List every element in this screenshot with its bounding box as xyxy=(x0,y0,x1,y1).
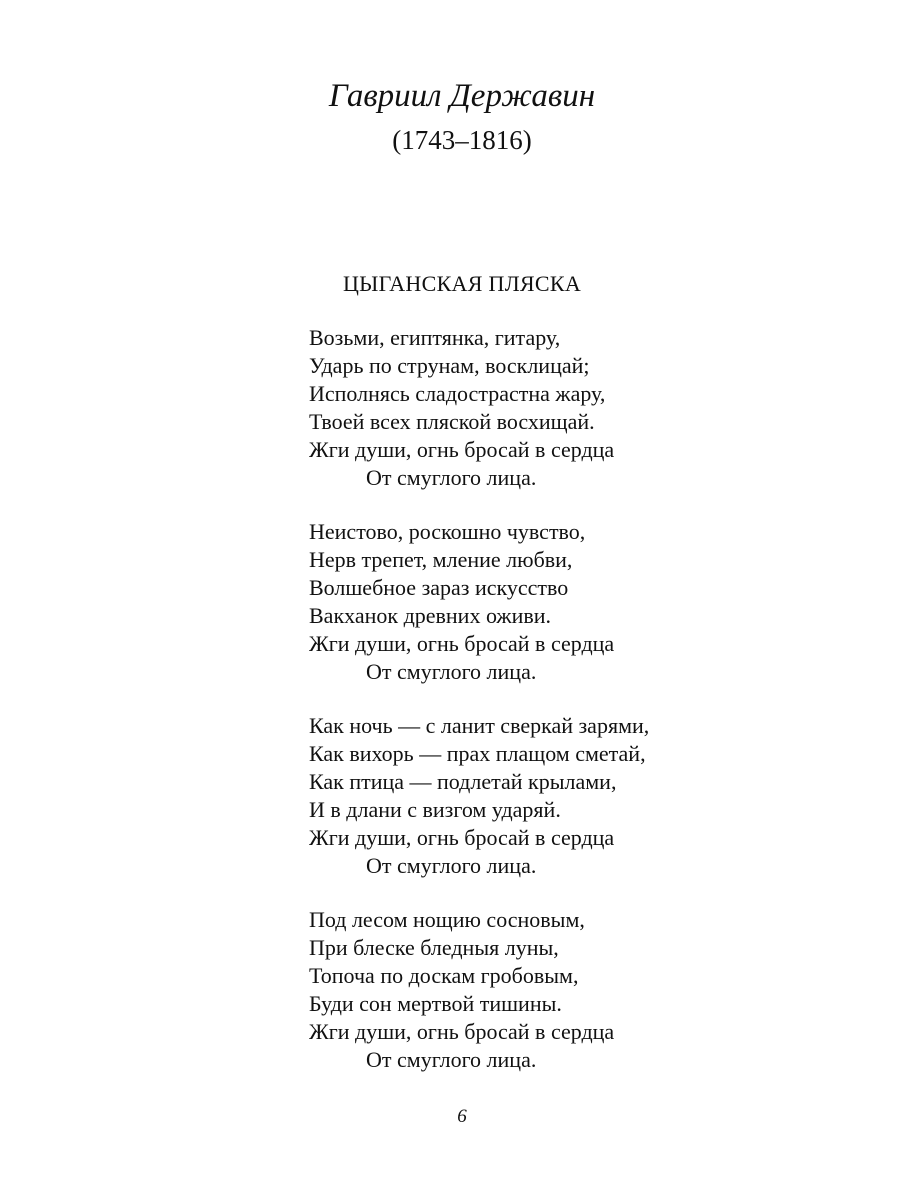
refrain-line: Жги души, огнь бросай в сердца xyxy=(309,437,615,462)
stanza-3 xyxy=(309,712,829,880)
stanza-2 xyxy=(309,518,829,686)
author-name: Гавриил Державин xyxy=(328,78,596,114)
poem-line: Неистово, роскошно чувство, xyxy=(309,519,586,544)
poem-line: И в длани с визгом ударяй. xyxy=(309,797,561,822)
poem-line: Вакханок древних оживи. xyxy=(309,603,552,628)
poem-line: Волшебное зараз искусство xyxy=(309,575,569,600)
poem-line: Буди сон мертвой тишины. xyxy=(309,991,562,1016)
poem-body xyxy=(309,324,829,1100)
poem-line: Как ночь — с ланит сверкай зарями, xyxy=(309,713,650,738)
refrain-line: Жги души, огнь бросай в сердца xyxy=(309,825,615,850)
poem-line: Возьми, египтянка, гитару, xyxy=(309,325,561,350)
refrain-line: Жги души, огнь бросай в сердца xyxy=(309,631,615,656)
poem-line: Топоча по доскам гробовым, xyxy=(309,963,579,988)
page-number: 6 xyxy=(457,1106,467,1127)
author-years: (1743–1816) xyxy=(392,125,532,155)
stanza-4 xyxy=(309,906,829,1074)
poem-title: ЦЫГАНСКАЯ ПЛЯСКА xyxy=(342,271,582,296)
poem-line: При блеске бледныя луны, xyxy=(309,935,559,960)
refrain-indented-line: От смуглого лица. xyxy=(366,465,537,490)
refrain-indented-line: От смуглого лица. xyxy=(366,1047,537,1072)
poem-line: Нерв трепет, мление любви, xyxy=(309,547,573,572)
poem-line: Исполнясь сладострастна жару, xyxy=(309,381,606,406)
refrain-line: Жги души, огнь бросай в сердца xyxy=(309,1019,615,1044)
poem-line: Ударь по струнам, восклицай; xyxy=(309,353,590,378)
poem-line: Как птица — подлетай крылами, xyxy=(309,769,617,794)
stanza-1 xyxy=(309,324,829,492)
poem-line: Как вихорь — прах плащом сметай, xyxy=(309,741,646,766)
refrain-indented-line: От смуглого лица. xyxy=(366,853,537,878)
poem-line: Под лесом нощию сосновым, xyxy=(309,907,585,932)
refrain-indented-line: От смуглого лица. xyxy=(366,659,537,684)
poem-line: Твоей всех пляской восхищай. xyxy=(309,409,595,434)
